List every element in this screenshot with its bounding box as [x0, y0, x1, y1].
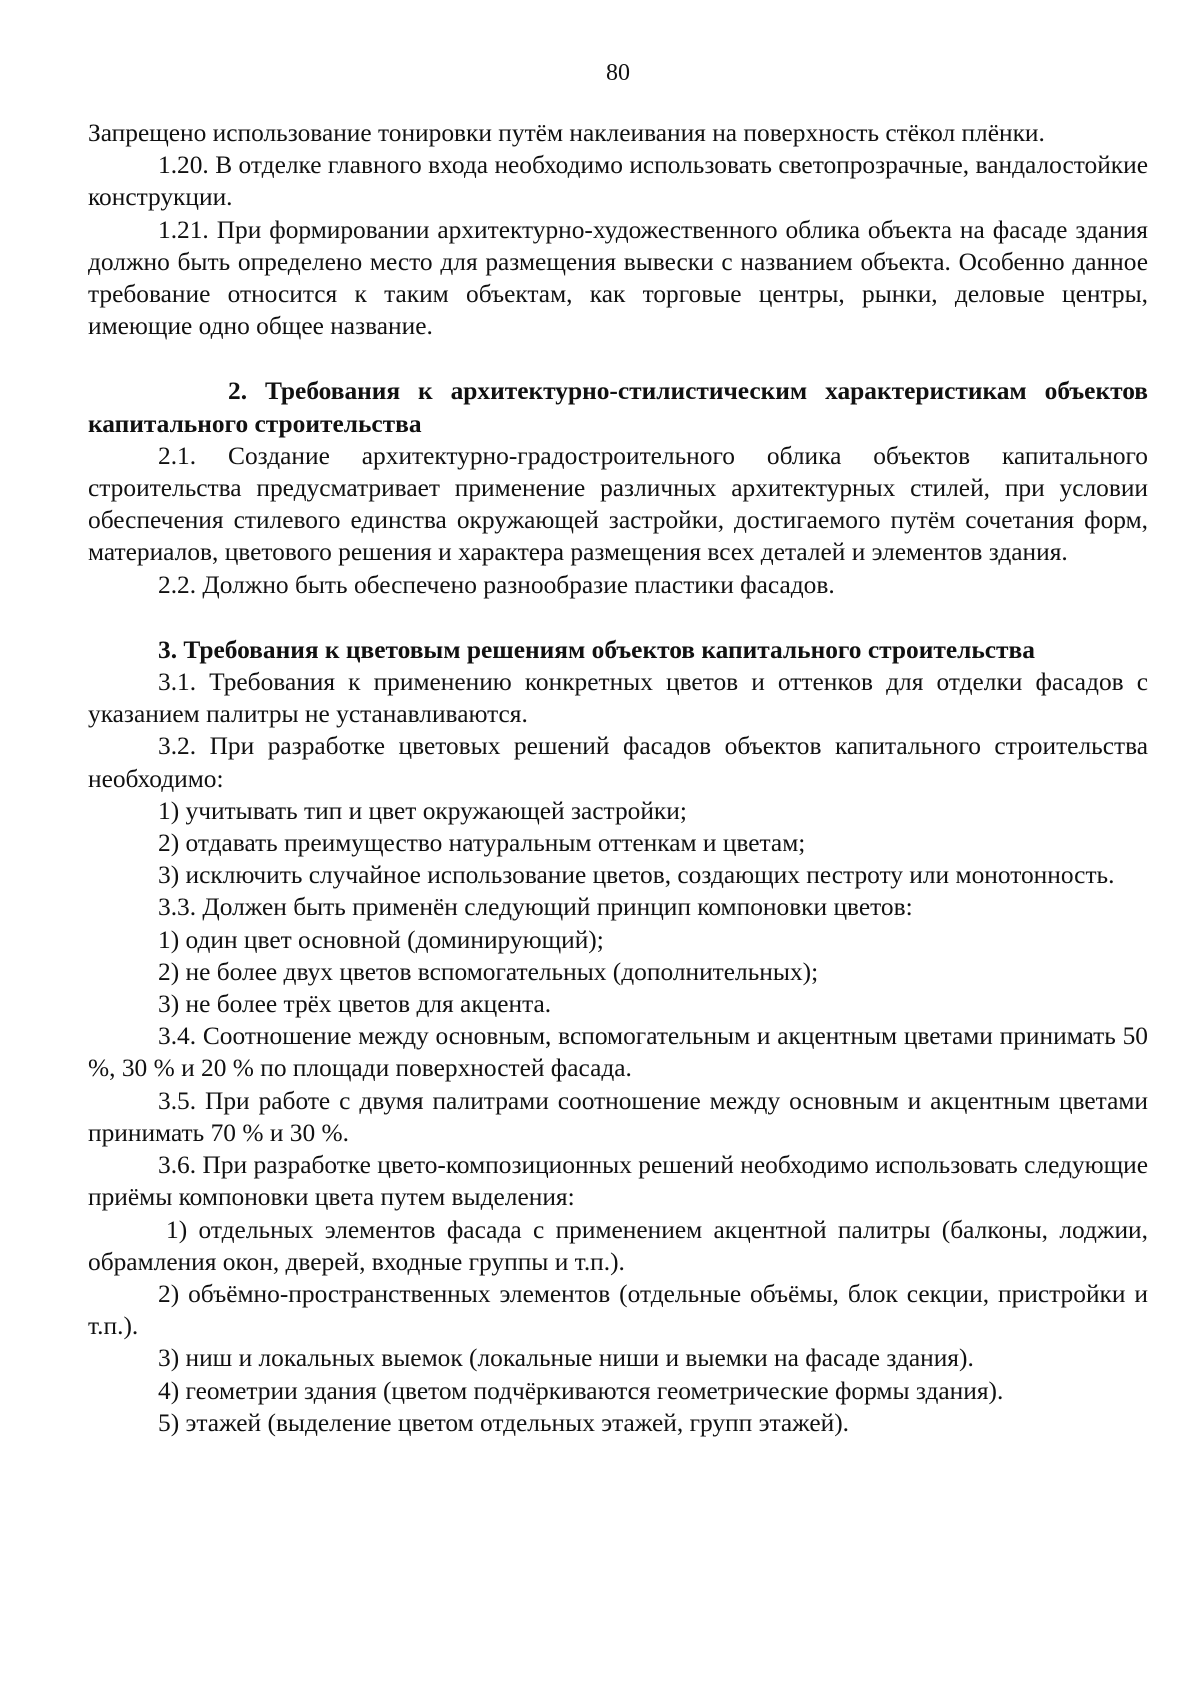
paragraph-3-3: 3.3. Должен быть применён следующий принцип компоновки цветов: [158, 893, 913, 922]
list-item-3-2-3: 3) исключить случайное использование цветов, создающих пестроту или монотонность. [158, 861, 1115, 890]
paragraph-1-21: 1.21. При формировании архитектурно-художественного облика объекта на фасаде здания должно быть определено место для размещения вывески с названием объекта. Особенно данное требование относится к таким объектам, как торговые центры, рынки, деловые центры, имеющие одно общее название. [88, 215, 1148, 341]
paragraph-2-2: 2.2. Должно быть обеспечено разнообразие пластики фасадов. [158, 570, 835, 599]
list-item-3-3-3: 3) не более трёх цветов для акцента. [158, 990, 552, 1019]
list-item-3-2-2: 2) отдавать преимущество натуральным оттенкам и цветам; [158, 829, 806, 858]
document-page [88, 0, 1148, 1697]
list-item-3-6-5: 5) этажей (выделение цветом отдельных этажей, групп этажей). [158, 1408, 850, 1437]
paragraph-3-5: 3.5. При работе с двумя палитрами соотношение между основным и акцентным цветами принимать 70 % и 30 %. [88, 1086, 1148, 1147]
document-body [88, 117, 1148, 1439]
paragraph-3-6: 3.6. При разработке цвето-композиционных решений необходимо использовать следующие приёмы компоновки цвета путем выделения: [88, 1151, 1148, 1212]
list-item-3-6-4: 4) геометрии здания (цветом подчёркиваются геометрические формы здания). [158, 1376, 1004, 1405]
paragraph-tinting: Запрещено использование тонировки путём наклеивания на поверхность стёкол плёнки. [88, 119, 1045, 147]
list-item-3-2-1: 1) учитывать тип и цвет окружающей застройки; [158, 796, 687, 825]
list-item-3-6-1: 1) отдельных элементов фасада с применением акцентной палитры (балконы, лоджии, обрамления окон, дверей, входные группы и т.п.). [88, 1215, 1148, 1276]
list-item-3-3-1: 1) один цвет основной (доминирующий); [158, 925, 604, 954]
page-number: 80 [606, 60, 630, 86]
section-2-heading: 2. Требования к архитектурно-стилистическим характеристикам объектов капитального строительства [88, 377, 1148, 438]
paragraph-1-20: 1.20. В отделке главного входа необходимо использовать светопрозрачные, вандалостойкие конструкции. [88, 151, 1148, 212]
section-3-heading: 3. Требования к цветовым решениям объектов капитального строительства [158, 635, 1035, 664]
paragraph-3-4: 3.4. Соотношение между основным, вспомогательным и акцентным цветами принимать 50 %, 30 % и 20 % по площади поверхностей фасада. [88, 1022, 1148, 1083]
paragraph-2-1: 2.1. Создание архитектурно-градостроительного облика объектов капитального строительства предусматривает применение различных архитектурных стилей, при условии обеспечения стилевого единства окружающей застройки, достигаемого путём сочетания форм, материалов, цветового решения и характера размещения всех деталей и элементов здания. [88, 441, 1148, 567]
paragraph-3-1: 3.1. Требования к применению конкретных цветов и оттенков для отделки фасадов с указанием палитры не устанавливаются. [88, 668, 1148, 729]
list-item-3-6-3: 3) ниш и локальных выемок (локальные ниши и выемки на фасаде здания). [158, 1344, 974, 1373]
list-item-3-3-2: 2) не более двух цветов вспомогательных (дополнительных); [158, 957, 819, 986]
list-item-3-6-2: 2) объёмно-пространственных элементов (отдельные объёмы, блок секции, пристройки и т.п.). [88, 1279, 1148, 1341]
paragraph-3-2: 3.2. При разработке цветовых решений фасадов объектов капитального строительства необходимо: [88, 732, 1148, 793]
